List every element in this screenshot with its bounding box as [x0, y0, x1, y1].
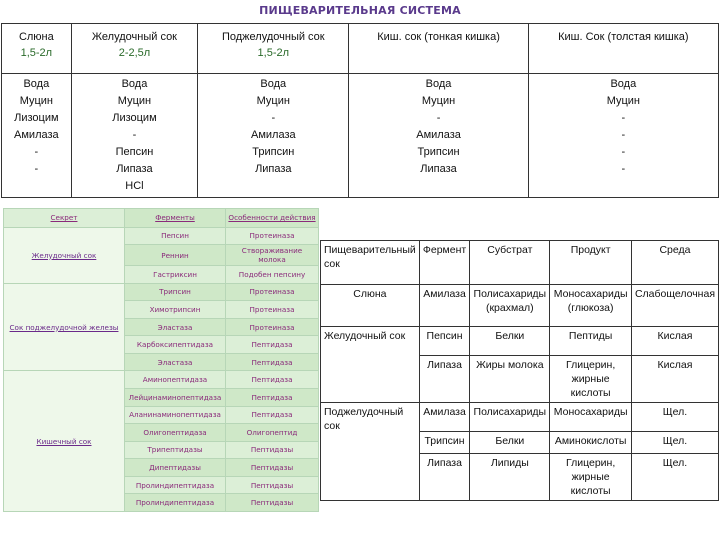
substrate-cell: Липиды	[470, 454, 550, 501]
juice-cell: Поджелудочный сок	[321, 403, 420, 501]
component: Вода	[121, 78, 148, 90]
product-cell: Аминокислоты	[550, 432, 632, 454]
table-row	[4, 227, 319, 245]
header-cell: Фермент	[419, 241, 470, 285]
component: Муцин	[19, 95, 53, 107]
medium-cell: Щел.	[631, 403, 718, 432]
component: Вода	[23, 78, 50, 90]
enzyme-cell: Олигопептидаза	[125, 424, 226, 442]
action-cell: Протеиназа	[226, 283, 319, 301]
enzyme-cell: Аланинаминопептидаза	[125, 406, 226, 424]
section-cell: Кишечный сок	[4, 371, 125, 512]
enzyme-cell: Эластаза	[125, 353, 226, 371]
enzyme-cell: Трипсин	[419, 432, 470, 454]
component: Лизоцим	[112, 112, 157, 124]
enzymes-table	[3, 208, 319, 512]
juices-composition-table	[1, 23, 719, 198]
medium-cell: Щел.	[631, 454, 718, 501]
action-cell: Пептидазы	[226, 476, 319, 494]
action-cell: Пептидазы	[226, 441, 319, 459]
component: HCl	[125, 180, 144, 192]
enzyme-cell: Пепсин	[419, 327, 470, 356]
header-cell	[71, 24, 198, 74]
component: Вода	[425, 78, 452, 90]
product-cell: Глицерин, жирные кислоты	[550, 356, 632, 403]
product-cell: Моносахариды	[550, 403, 632, 432]
component: Вода	[260, 78, 287, 90]
component: Амилаза	[416, 129, 461, 141]
component: Липаза	[255, 163, 292, 175]
medium-cell: Щел.	[631, 432, 718, 454]
component: Амилаза	[250, 129, 296, 141]
substrate-cell: Жиры молока	[470, 356, 550, 403]
action-cell: Створаживание молока	[226, 245, 319, 266]
component: -	[621, 129, 626, 141]
action-cell: Пептидаза	[226, 353, 319, 371]
header-cell	[198, 24, 349, 74]
header-cell: Ферменты	[125, 209, 226, 228]
substrate-cell: Белки	[470, 432, 550, 454]
juice-name: Киш. сок (тонкая кишка)	[377, 31, 500, 43]
component: -	[621, 112, 626, 124]
action-cell: Подобен пепсину	[226, 266, 319, 284]
enzyme-cell: Липаза	[419, 356, 470, 403]
action-cell: Пептидаза	[226, 336, 319, 354]
header-cell: Субстрат	[470, 241, 550, 285]
component: Вода	[610, 78, 637, 90]
juice-name: Киш. Сок (толстая кишка)	[558, 31, 689, 43]
header-cell: Особенности действия	[226, 209, 319, 228]
enzyme-cell: Химотрипсин	[125, 301, 226, 319]
header-cell: Продукт	[550, 241, 632, 285]
juice-cell: Желудочный сок	[321, 327, 420, 403]
enzyme-cell: Пролиндипептидаза	[125, 494, 226, 512]
header-cell: Секрет	[4, 209, 125, 228]
component: Лизоцим	[14, 112, 59, 124]
enzyme-cell: Трипсин	[125, 283, 226, 301]
table-row	[2, 74, 719, 198]
column-cell	[71, 74, 198, 198]
component: Муцин	[421, 95, 456, 107]
component: -	[34, 163, 39, 175]
component: Липаза	[420, 163, 457, 175]
enzyme-cell: Эластаза	[125, 318, 226, 336]
enzyme-cell: Карбоксипептидаза	[125, 336, 226, 354]
enzyme-cell: Липаза	[419, 454, 470, 501]
table-row	[321, 327, 719, 356]
product-cell: Глицерин, жирные кислоты	[550, 454, 632, 501]
substrate-cell: Белки	[470, 327, 550, 356]
table-row	[4, 371, 319, 389]
component: -	[34, 146, 39, 158]
section-cell: Сок поджелудочной железы	[4, 283, 125, 371]
component: -	[621, 163, 626, 175]
substrate-cell: Полисахариды (крахмал)	[470, 285, 550, 327]
juice-name: Желудочный сок	[91, 31, 177, 43]
component: Липаза	[116, 163, 153, 175]
page-title: ПИЩЕВАРИТЕЛЬНАЯ СИСТЕМА	[259, 4, 461, 17]
substrate-cell: Полисахариды	[470, 403, 550, 432]
component: Пепсин	[115, 146, 154, 158]
table-header-row	[4, 209, 319, 228]
section-cell: Желудочный сок	[4, 227, 125, 283]
table-row	[4, 283, 319, 301]
juice-amount: 1,5-2л	[257, 47, 290, 59]
juice-cell: Слюна	[321, 285, 420, 327]
action-cell: Пептидаза	[226, 371, 319, 389]
medium-cell: Кислая	[631, 327, 718, 356]
enzyme-cell: Дипептидазы	[125, 459, 226, 477]
action-cell: Протеиназа	[226, 318, 319, 336]
header-cell	[349, 24, 528, 74]
medium-cell: Кислая	[631, 356, 718, 403]
column-cell	[528, 74, 718, 198]
juice-name: Слюна	[18, 31, 54, 43]
component: Амилаза	[14, 129, 59, 141]
header-cell: Пищеварительный сок	[321, 241, 420, 285]
component: Муцин	[606, 95, 640, 107]
enzyme-cell: Амилаза	[419, 403, 470, 432]
action-cell: Пептидазы	[226, 494, 319, 512]
table-header-row	[2, 24, 719, 74]
component: -	[271, 112, 276, 124]
enzyme-cell: Аминопептидаза	[125, 371, 226, 389]
table-row	[321, 403, 719, 432]
component: Трипсин	[417, 146, 460, 158]
component: -	[436, 112, 441, 124]
enzyme-cell: Пепсин	[125, 227, 226, 245]
column-cell	[349, 74, 528, 198]
header-cell	[2, 24, 72, 74]
juice-amount: 1,5-2л	[20, 47, 53, 59]
action-cell: Пептидаза	[226, 406, 319, 424]
juice-amount: 2-2,5л	[118, 47, 151, 59]
enzyme-action-table	[320, 240, 719, 501]
header-cell	[528, 24, 718, 74]
component: Муцин	[117, 95, 152, 107]
enzyme-cell: Пролиндипептидаза	[125, 476, 226, 494]
enzyme-cell: Амилаза	[419, 285, 470, 327]
action-cell: Пептидаза	[226, 389, 319, 407]
action-cell: Протеиназа	[226, 301, 319, 319]
enzyme-cell: Гастриксин	[125, 266, 226, 284]
table-header-row	[321, 241, 719, 285]
juice-name: Поджелудочный сок	[221, 31, 325, 43]
enzyme-cell: Трипептидазы	[125, 441, 226, 459]
component: Трипсин	[252, 146, 295, 158]
action-cell: Олигопептид	[226, 424, 319, 442]
column-cell	[2, 74, 72, 198]
product-cell: Пептиды	[550, 327, 632, 356]
column-cell	[198, 74, 349, 198]
enzyme-cell: Лейцинаминопептидаза	[125, 389, 226, 407]
action-cell: Протеиназа	[226, 227, 319, 245]
medium-cell: Слабощелочная	[631, 285, 718, 327]
table-row	[321, 285, 719, 327]
enzyme-cell: Реннин	[125, 245, 226, 266]
component: -	[132, 129, 137, 141]
action-cell: Пептидазы	[226, 459, 319, 477]
header-cell: Среда	[631, 241, 718, 285]
product-cell: Моносахариды (глюкоза)	[550, 285, 632, 327]
component: -	[621, 146, 626, 158]
component: Муцин	[256, 95, 290, 107]
